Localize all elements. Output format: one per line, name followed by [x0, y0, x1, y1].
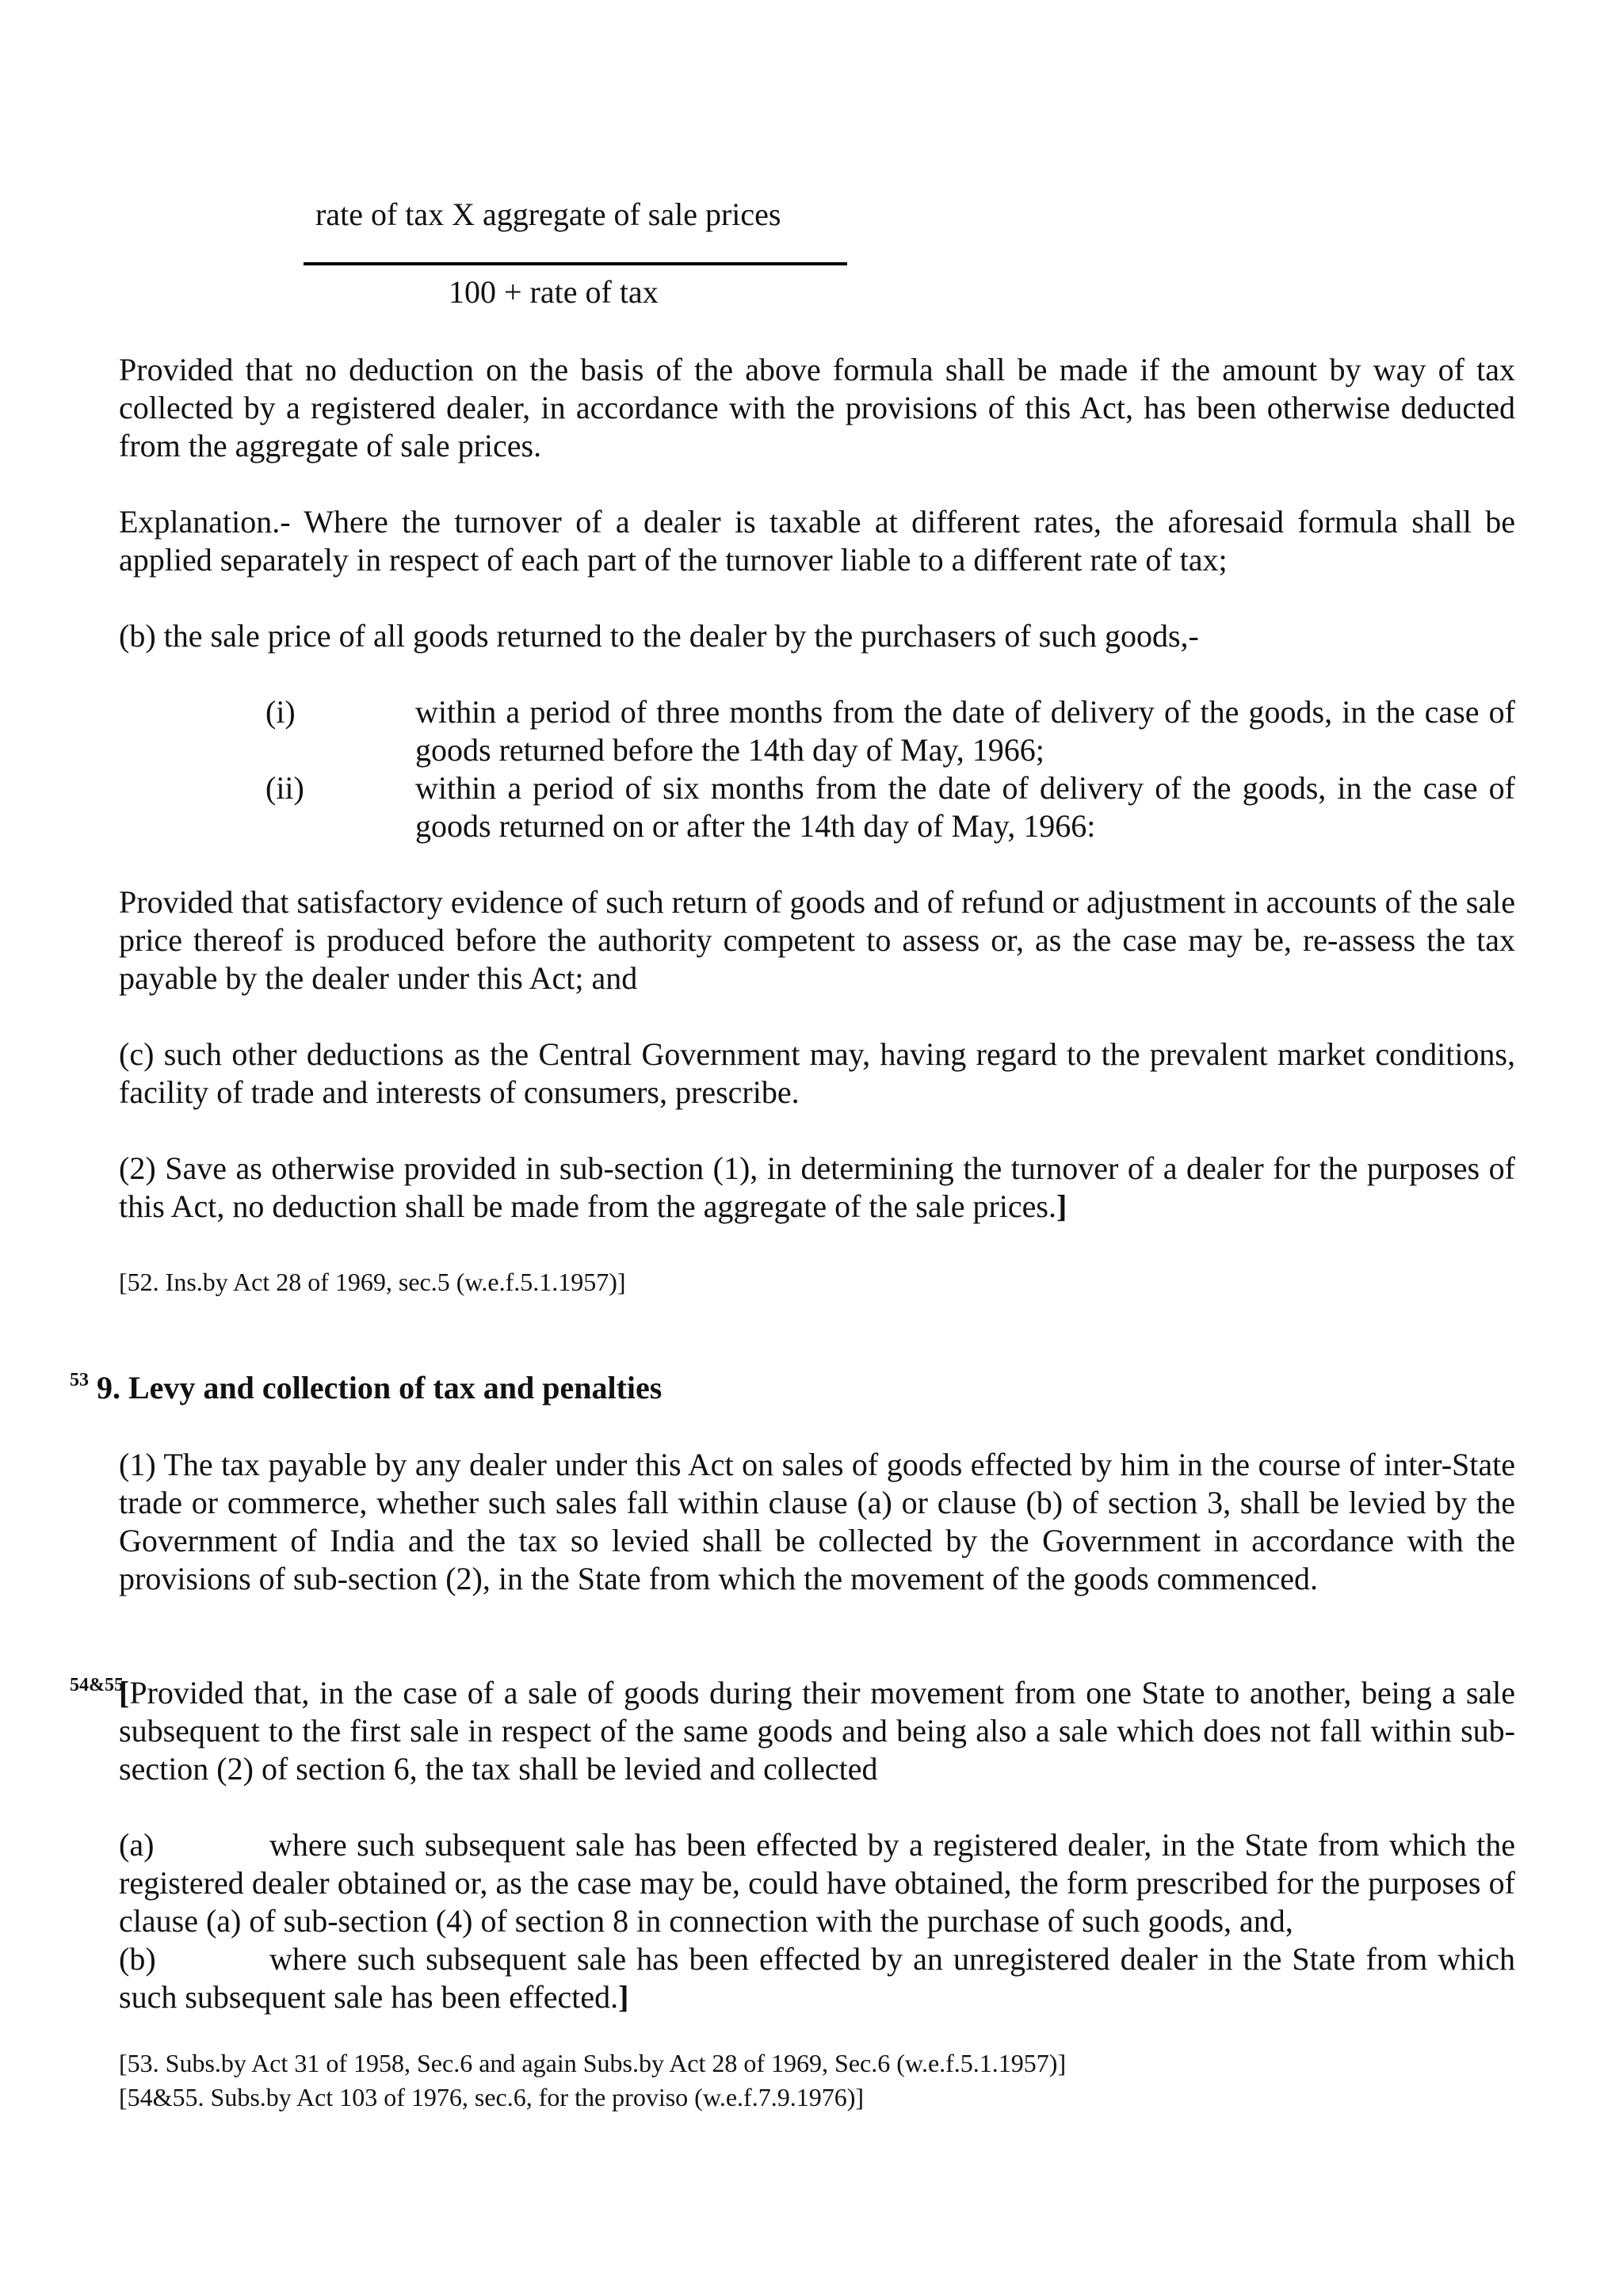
clause-c-paragraph: (c) such other deductions as the Central Government may, having regard to the prevalent market conditions, facility of trade and interests of consumers, prescribe. — [119, 1036, 1515, 1110]
clause-a-label: (a) — [119, 1827, 155, 1863]
clause-b-paragraph: (b) the sale price of all goods returned to the dealer by the purchasers of such goods,- — [119, 618, 1199, 654]
subsection-2-text: (2) Save as otherwise provided in sub-section (1), in determining the turnover of a dealer for the purposes of this Act, no deduction shall be made from the aggregate of the sale prices. — [119, 1150, 1515, 1224]
clause-b-text: where such subsequent sale has been effected by an unregistered dealer in the State from which such subsequent sale has been effected. — [119, 1941, 1515, 2015]
proviso-paragraph-1: Provided that no deduction on the basis of the above formula shall be made if the amount by way of tax collected by a registered dealer, in accordance with the provisions of this Act, has been otherwise deducted from the aggregate of sale prices. — [119, 352, 1515, 463]
proviso-text: Provided that, in the case of a sale of goods during their movement from one State to another, being a sale subsequent to the first sale in respect of the same goods and being also a sale which does not fall within sub-section (2) of section 6, the tax shall be levied and collected — [119, 1675, 1515, 1787]
sub-item-text: within a period of three months from the date of delivery of the goods, in the case of goods returned before the 14th day of May, 1966; — [415, 694, 1515, 768]
formula-fraction-bar — [304, 262, 847, 265]
footnote-marker-54-55: 54&55 — [70, 1675, 124, 1695]
explanation-paragraph: Explanation.- Where the turnover of a dealer is taxable at different rates, the aforesaid formula shall be applied separately in respect of each part of the turnover liable to a different rate of tax; — [119, 504, 1515, 578]
footnote-52: [52. Ins.by Act 28 of 1969, sec.5 (w.e.f.5.1.1957)] — [119, 1268, 626, 1296]
sub-item-text: within a period of six months from the date of delivery of the goods, in the case of goods returned on or after the 14th day of May, 1966: — [415, 770, 1515, 844]
closing-bracket: ] — [618, 1979, 629, 2015]
footnote-marker-53: 53 — [70, 1370, 89, 1390]
footnote-53: [53. Subs.by Act 31 of 1958, Sec.6 and again Subs.by Act 28 of 1969, Sec.6 (w.e.f.5.1.1957)] — [119, 2049, 1067, 2077]
section-9-proviso — [119, 1674, 1515, 1788]
section-9-subsection-1: (1) The tax payable by any dealer under this Act on sales of goods effected by him in the course of inter-State trade or commerce, whether such sales fall within clause (a) or clause (b) of section 3, shall be levied by the Government of India and the tax so levied shall be collected by the Government in accordance with the provisions of sub-section (2), in the State from which the movement of the goods commenced. — [119, 1447, 1515, 1596]
section-9-title: 9. Levy and collection of tax and penalties — [97, 1370, 663, 1405]
clause-a-text: where such subsequent sale has been effected by a registered dealer, in the State from which the registered dealer obtained or, as the case may be, could have obtained, the form prescribed for the purposes of clause (a) of sub-section (4) of section 8 in connection with the purchase of such goods, and, — [119, 1827, 1515, 1939]
sub-item-number: (ii) — [265, 770, 304, 806]
formula-numerator: rate of tax X aggregate of sale prices — [315, 196, 781, 232]
formula-denominator: 100 + rate of tax — [449, 274, 659, 310]
closing-bracket: ] — [1056, 1188, 1067, 1224]
clause-b-label: (b) — [119, 1941, 156, 1977]
proviso-paragraph-2: Provided that satisfactory evidence of such return of goods and of refund or adjustment in accounts of the sale price thereof is produced before the authority competent to assess or, as the case may be, re-assess the tax payable by the dealer under this Act; and — [119, 884, 1515, 996]
section-9-heading — [70, 1369, 662, 1406]
section-9-clauses — [119, 1826, 1515, 2016]
subsection-2-paragraph — [119, 1150, 1515, 1226]
opening-bracket: [ — [119, 1675, 130, 1711]
footnote-54-55: [54&55. Subs.by Act 103 of 1976, sec.6, for the proviso (w.e.f.7.9.1976)] — [119, 2083, 865, 2111]
sub-item-number: (i) — [265, 694, 296, 730]
